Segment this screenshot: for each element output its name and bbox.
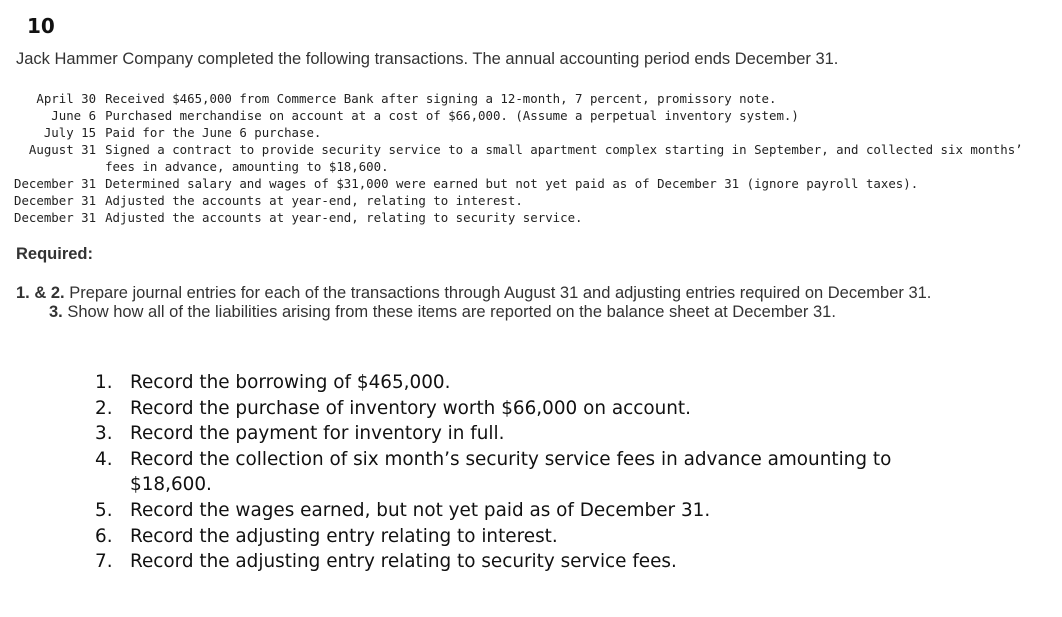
- step-text: Record the collection of six month’s security service fees in advance amounting to $18,600.: [130, 448, 892, 496]
- transaction-description: Purchased merchandise on account at a cost of $66,000. (Assume a perpetual inventory system.): [105, 108, 799, 123]
- transaction-row: [14, 141, 1035, 175]
- step-text: Record the wages earned, but not yet paid as of December 31.: [130, 499, 711, 521]
- requirement-number: 3.: [49, 303, 63, 321]
- steps-list: [95, 370, 975, 575]
- transaction-date: December 31: [14, 193, 97, 208]
- transaction-date: April 30: [36, 91, 97, 106]
- requirement-number: 1. & 2.: [16, 284, 65, 302]
- transaction-row: [14, 107, 1035, 124]
- step-item: [95, 549, 975, 575]
- step-item: [95, 370, 975, 396]
- transaction-row: [14, 90, 1035, 107]
- step-text: Record the adjusting entry relating to interest.: [130, 525, 558, 547]
- question-number: 10: [27, 14, 55, 38]
- step-number: 5.: [95, 499, 113, 521]
- transaction-row: [14, 209, 1035, 226]
- transaction-row: [14, 175, 1035, 192]
- step-number: 2.: [95, 397, 113, 419]
- transaction-description: Paid for the June 6 purchase.: [105, 125, 322, 140]
- step-item: [95, 447, 975, 498]
- requirement-3: [49, 303, 836, 322]
- requirement-text: Prepare journal entries for each of the transactions through August 31 and adjusting entries required on December 31.: [64, 284, 932, 302]
- transaction-date: July 15: [43, 125, 97, 140]
- transaction-date: December 31: [14, 176, 97, 191]
- step-text: Record the adjusting entry relating to security service fees.: [130, 551, 677, 573]
- problem-intro: Jack Hammer Company completed the following transactions. The annual accounting period ends December 31.: [16, 50, 839, 68]
- transaction-row: [14, 124, 1035, 141]
- requirement-1-2: [16, 284, 931, 303]
- step-number: 7.: [95, 551, 113, 573]
- step-number: 4.: [95, 448, 113, 470]
- transaction-description: Signed a contract to provide security service to a small apartment complex starting in September, and collected six months’ fees in advance, amounting to $18,600.: [105, 142, 1023, 174]
- transaction-description: Adjusted the accounts at year-end, relating to security service.: [105, 210, 583, 225]
- transaction-row: [14, 192, 1035, 209]
- transaction-date: June 6: [51, 108, 97, 123]
- step-item: [95, 421, 975, 447]
- step-number: 1.: [95, 372, 113, 393]
- step-item: [95, 524, 975, 550]
- transaction-description: Received $465,000 from Commerce Bank after signing a 12-month, 7 percent, promissory note.: [105, 91, 777, 106]
- step-text: Record the purchase of inventory worth $66,000 on account.: [130, 397, 691, 419]
- step-text: Record the borrowing of $465,000.: [130, 372, 451, 393]
- step-item: [95, 498, 975, 524]
- step-item: [95, 396, 975, 422]
- requirement-text: Show how all of the liabilities arising from these items are reported on the balance sheet at December 31.: [62, 303, 836, 321]
- step-text: Record the payment for inventory in full.: [130, 423, 505, 445]
- transaction-description: Adjusted the accounts at year-end, relating to interest.: [105, 193, 523, 208]
- transaction-description: Determined salary and wages of $31,000 were earned but not yet paid as of December 31 (ignore payroll taxes).: [105, 176, 919, 191]
- transaction-date: August 31: [28, 142, 97, 157]
- transactions-table: [14, 90, 1035, 226]
- transaction-date: December 31: [14, 210, 97, 225]
- required-heading: Required:: [16, 245, 94, 263]
- step-number: 3.: [95, 423, 113, 445]
- step-number: 6.: [95, 525, 113, 547]
